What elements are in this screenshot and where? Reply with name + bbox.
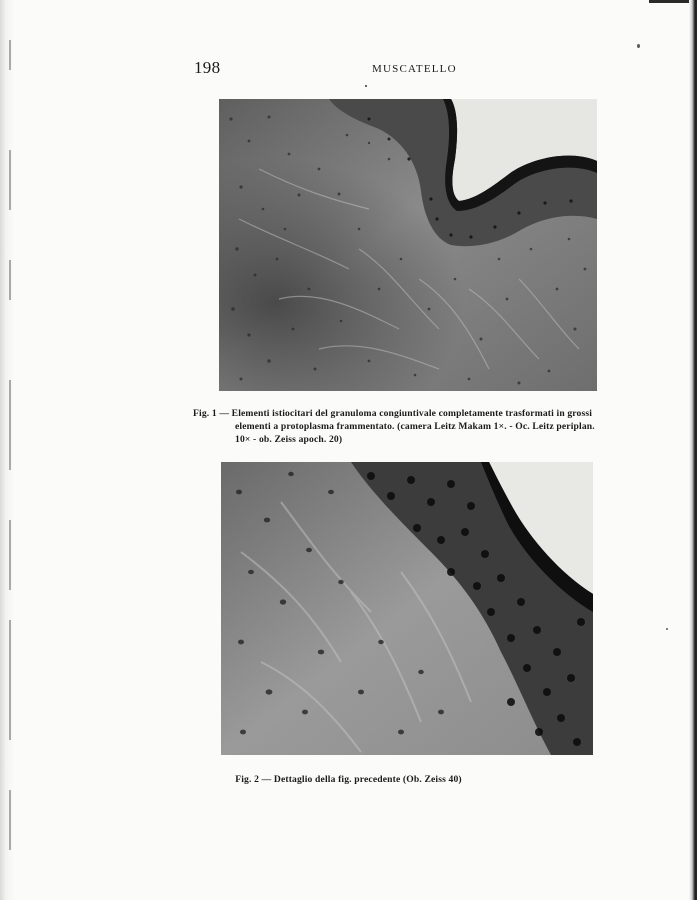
caption-line: 10× - ob. Zeiss apoch. 20) bbox=[235, 434, 343, 445]
scan-right-edge bbox=[689, 0, 697, 900]
figure-2-micrograph bbox=[221, 462, 593, 755]
page-number: 198 bbox=[194, 58, 221, 77]
ink-dot bbox=[365, 85, 367, 87]
scan-speck bbox=[637, 44, 640, 48]
scan-top-edge bbox=[649, 0, 689, 3]
caption-line: elementi a protoplasma frammentato. (camera Leitz Makam 1×. - Oc. Leitz periplan. bbox=[235, 421, 595, 432]
figure-1-image bbox=[219, 99, 597, 391]
figure-2-image bbox=[221, 462, 593, 755]
caption-line: Fig. 1 — Elementi istiocitari del granuloma congiuntivale completamente trasformati in grossi bbox=[193, 408, 593, 419]
scan-binding-edge bbox=[0, 0, 14, 900]
figure-2-caption: Fig. 2 — Dettaglio della fig. precedente (Ob. Zeiss 40) bbox=[235, 774, 462, 785]
scan-speck bbox=[666, 628, 668, 630]
figure-1-caption bbox=[193, 407, 613, 446]
running-head: MUSCATELLO bbox=[372, 63, 457, 75]
figure-1-micrograph bbox=[219, 99, 597, 391]
